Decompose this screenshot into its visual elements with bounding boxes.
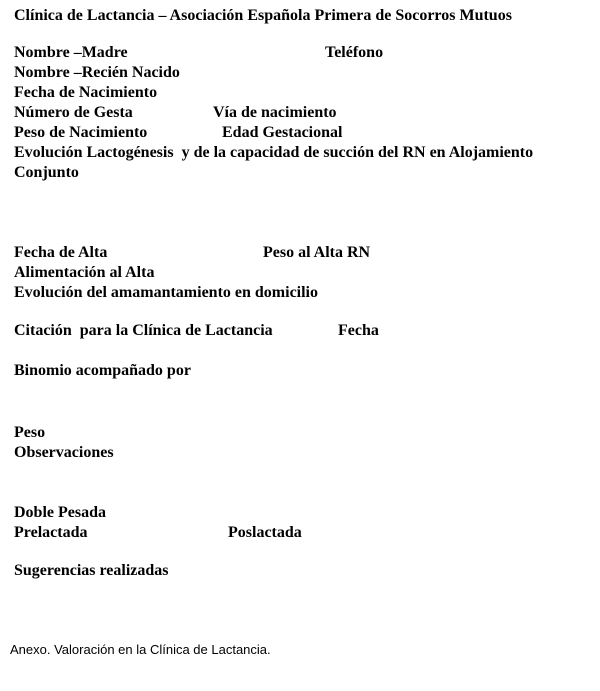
field-label-gestational-age: Edad Gestacional xyxy=(222,124,343,141)
field-label-lactogenesis-line2: Conjunto xyxy=(14,164,79,181)
field-label-weight: Peso xyxy=(14,424,46,441)
field-label-lactogenesis-line1: Evolución Lactogénesis y de la capacidad de succión del RN en Alojamiento xyxy=(14,144,534,161)
field-label-discharge-weight-rn: Peso al Alta RN xyxy=(263,244,371,261)
field-label-mother-name: Nombre –Madre xyxy=(14,44,128,61)
field-label-suggestions: Sugerencias realizadas xyxy=(14,562,169,579)
field-label-discharge-feeding: Alimentación al Alta xyxy=(14,264,155,281)
field-label-citation-date: Fecha xyxy=(338,322,379,339)
field-label-observations: Observaciones xyxy=(14,444,114,461)
field-label-post-feed: Poslactada xyxy=(228,524,302,541)
field-label-accompanied-by: Binomio acompañado por xyxy=(14,362,191,379)
field-label-birth-weight: Peso de Nacimiento xyxy=(14,124,148,141)
field-label-newborn-name: Nombre –Recién Nacido xyxy=(14,64,180,81)
field-label-birth-via: Vía de nacimiento xyxy=(213,104,337,121)
document-title: Clínica de Lactancia – Asociación Española Primera de Socorros Mutuos xyxy=(14,7,512,24)
field-label-citation: Citación para la Clínica de Lactancia xyxy=(14,322,273,339)
field-label-gesta-number: Número de Gesta xyxy=(14,104,133,121)
field-label-home-breastfeeding: Evolución del amamantamiento en domicilio xyxy=(14,284,318,301)
annex-caption: Anexo. Valoración en la Clínica de Lactancia. xyxy=(10,642,271,657)
field-label-pre-feed: Prelactada xyxy=(14,524,88,541)
field-label-birth-date: Fecha de Nacimiento xyxy=(14,84,158,101)
field-label-phone: Teléfono xyxy=(325,44,384,61)
section-label-double-weighing: Doble Pesada xyxy=(14,504,106,521)
field-label-discharge-date: Fecha de Alta xyxy=(14,244,108,261)
